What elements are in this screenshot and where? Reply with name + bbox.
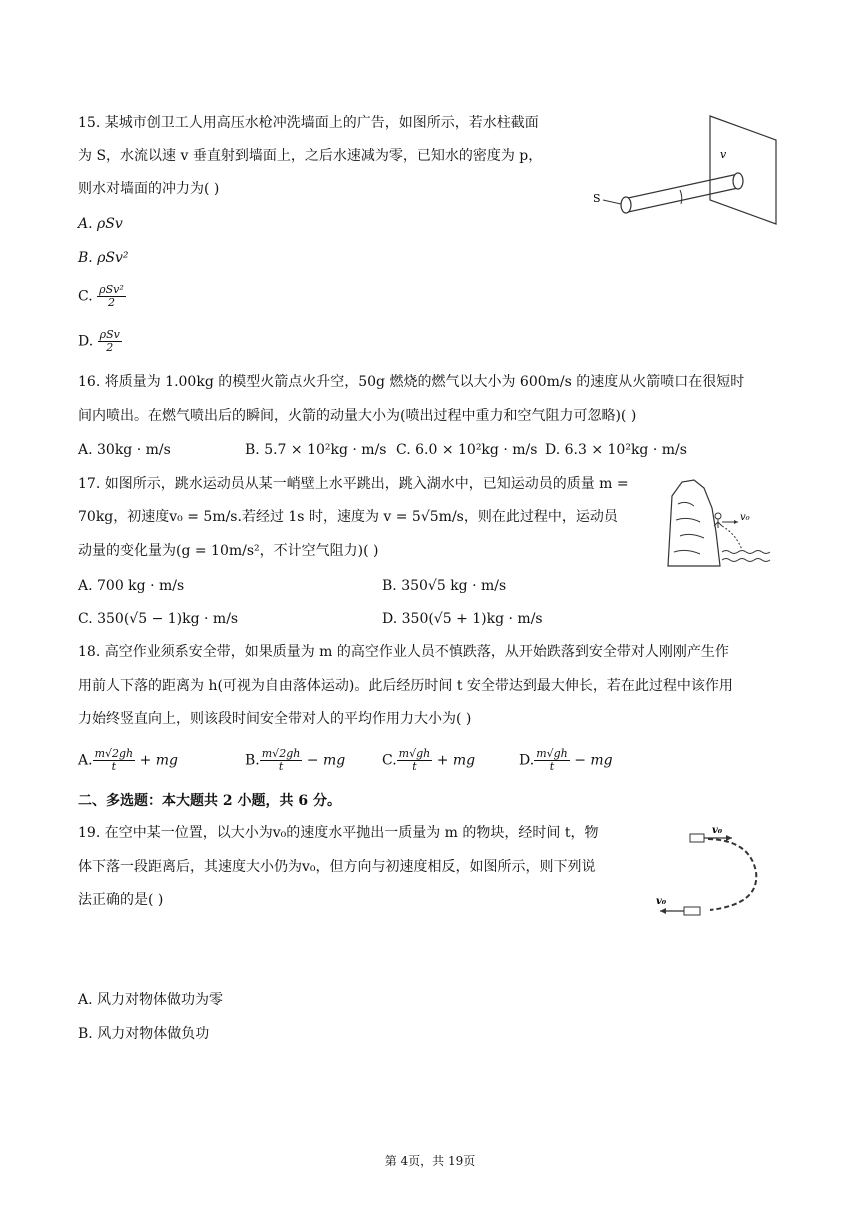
q15-fig-s-label: S (593, 192, 601, 205)
q15-line-3: 则水对墙面的冲力为( ) (78, 181, 220, 197)
q19-trajectory-figure (650, 822, 765, 922)
q15-d-numerator: ρSv (99, 328, 120, 341)
q18-line-3: 力始终竖直向上，则该段时间安全带对人的平均作用力大小为( ) (78, 711, 472, 727)
q16-option-b: B. 5.7 × 10²kg · m/s (245, 442, 387, 458)
q15-fig-v-label: v (720, 148, 727, 161)
q19-option-b: B. 风力对物体做负功 (78, 1026, 210, 1042)
q19-fig-v0-bottom-label: v₀ (656, 896, 667, 907)
q18-option-d: D. $\frac{m√gh}{t}$ − mg (519, 747, 613, 773)
q18-option-b: B. $\frac{m√2gh}{t}$ − mg (245, 747, 346, 773)
q17-cliff-diver-figure (660, 474, 782, 568)
q17-option-d: D. 350(√5 + 1)kg · m/s (382, 611, 543, 627)
q17-option-a: A. 700 kg · m/s (78, 578, 185, 594)
q18-option-c: C. $\frac{m√gh}{t}$ + mg (382, 747, 476, 773)
q18-option-a: A. $\frac{m√2gh}{t}$ + mg (78, 747, 179, 773)
q15-line-1: 15. 某城市创卫工人用高压水枪冲洗墙面上的广告，如图所示，若水柱截面 (78, 115, 539, 131)
q18-line-2: 用前人下落的距离为 h(可视为自由落体运动)。此后经历时间 t 安全带达到最大伸长，若在此过程中该作用 (78, 678, 733, 694)
q19-line-3: 法正确的是( ) (78, 892, 164, 908)
q17-line-1: 17. 如图所示，跳水运动员从某一峭壁上水平跳出，跳入湖水中，已知运动员的质量 m = (78, 476, 629, 492)
section-heading-multiple-choice: 二、多选题：本大题共 2 小题，共 6 分。 (78, 793, 341, 809)
q19-option-a: A. 风力对物体做功为零 (78, 992, 224, 1008)
q19-fig-v0-top-label: v₀ (712, 825, 723, 836)
q19-line-2: 体下落一段距离后，其速度大小仍为v₀，但方向与初速度相反，如图所示，则下列说 (78, 859, 596, 875)
q17-line-2: 70kg，初速度v₀ = 5m/s.若经过 1s 时，速度为 v = 5√5m/s，则在此过程中，运动员 (78, 509, 618, 525)
q16-line-2: 间内喷出。在燃气喷出后的瞬间，火箭的动量大小为(喷出过程中重力和空气阻力可忽略)( ) (78, 408, 637, 424)
q16-option-c: C. 6.0 × 10²kg · m/s (396, 442, 538, 458)
q15-option-a: A. ρSv (78, 216, 123, 232)
q17-option-b: B. 350√5 kg · m/s (382, 578, 507, 594)
q15-option-c: C. $\frac{\text{ρSv²}}{2}$ (78, 283, 124, 309)
q17-line-3: 动量的变化量为(g = 10m/s²，不计空气阻力)( ) (78, 543, 379, 559)
q15-water-jet-figure (588, 112, 783, 227)
q15-c-numerator: ρSv² (99, 283, 124, 296)
q16-line-1: 16. 将质量为 1.00kg 的模型火箭点火升空，50g 燃烧的燃气以大小为 600m/s 的速度从火箭喷口在很短时 (78, 374, 745, 390)
q15-d-denominator: 2 (106, 341, 114, 354)
q15-c-denominator: 2 (107, 296, 115, 309)
q17-fig-v0-label: v₀ (740, 512, 750, 523)
q16-option-a: A. 30kg · m/s (78, 442, 171, 458)
q17-option-c: C. 350(√5 − 1)kg · m/s (78, 611, 239, 627)
q15-line-2: 为 S，水流以速 v 垂直射到墙面上，之后水速减为零，已知水的密度为 p， (78, 148, 543, 164)
q19-line-1: 19. 在空中某一位置，以大小为v₀的速度水平抛出一质量为 m 的物块，经时间 t，物 (78, 825, 599, 841)
q15-option-d: D. $\frac{\text{ρSv}}{2}$ (78, 328, 120, 354)
q15-option-b: B. ρSv² (78, 250, 129, 266)
q18-line-1: 18. 高空作业须系安全带，如果质量为 m 的高空作业人员不慎跌落，从开始跌落到安全带对人刚刚产生作 (78, 644, 729, 660)
q16-option-d: D. 6.3 × 10²kg · m/s (545, 442, 687, 458)
page-footer: 第 4页，共 19页 (384, 1154, 476, 1168)
